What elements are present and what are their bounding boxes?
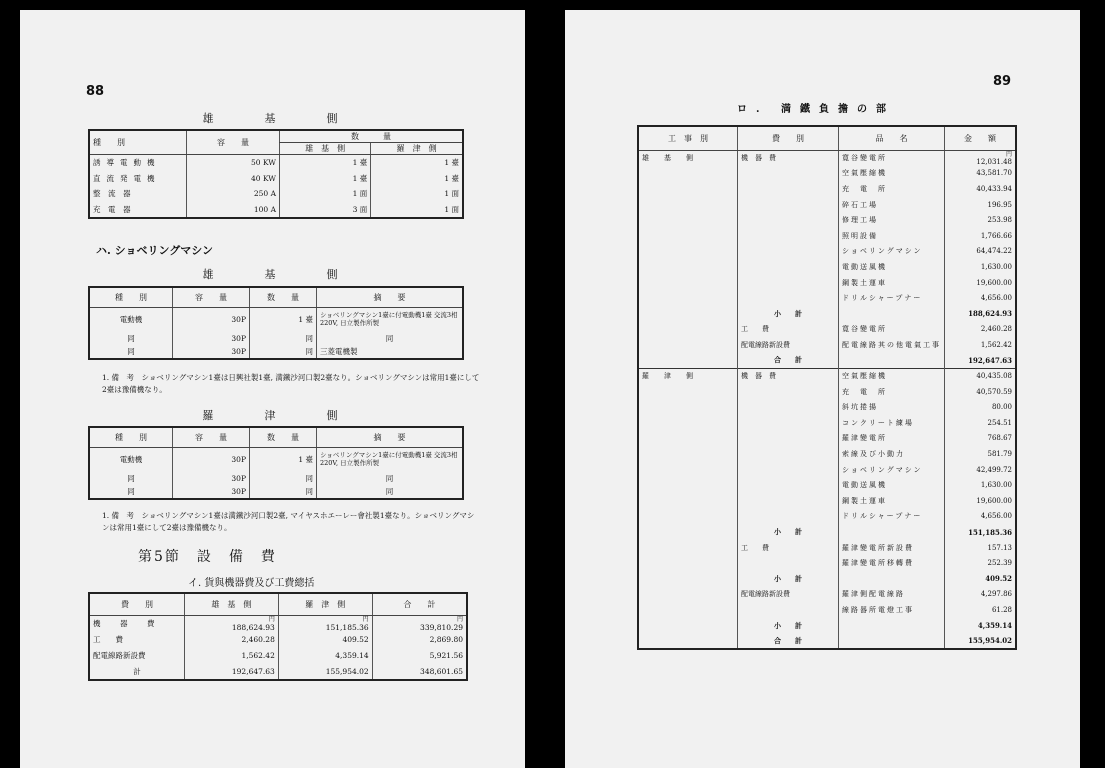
table-row: 工 費 2,460.28 409.52 2,869.80 <box>89 632 467 648</box>
note-2: 1. 備 考 ショベリングマシン1臺は満鐵沙河口製2臺, マイヤスホエーレー會社製1臺なり。ショベリングマシンは常用1臺にして2臺は豫備機なり。 <box>102 511 475 532</box>
table-row: 小 計 4,359.14 <box>638 618 1016 634</box>
table-row: 鋼製土運車 19,600.00 <box>638 493 1016 509</box>
table-row: ショベリングマシン 42,499.72 <box>638 462 1016 478</box>
right-page <box>565 10 1080 768</box>
table-row: 電動送風機 1,630.00 <box>638 477 1016 493</box>
page-number: 88 <box>86 84 105 99</box>
table-row: 配電線路新設費 1,562.42 4,359.14 5,921.56 <box>89 648 467 664</box>
table-row: ショベリングマシン 64,474.22 <box>638 244 1016 260</box>
mantetsu-cost-table: 工 事 別 費 別 品 名 金 額 雄 基 側 機 器 費 寛谷變電所 円 12,031.48 空氣壓縮機 43,581.70 充 電 所 40,433.94 碎石工場 196.95 修理工場 253.98 照明設備 1,766.66 ショベリングマシン 64,474.22 電動送風機 1,630.00 鋼製土運車 19,600.00 ドリルシャープナー 4,656.00 小 計 188,624.93 工 費 寛谷變電所 2,460.28 配電線路新設費 配電線路其の他電氣工事 1,562.42 合 計 192,647.63 羅 津 側 機 器 費 空氣壓縮機 40,435.08 充 電 所 40,570.59 斜坑捲揚 80.00 コンクリート練場 254.51 羅津變電所 768.67 索線及び小動力 581.79 ショベリングマシン 42,499.72 電動送風機 1,630.00 鋼製土運車 19,600.00 ドリルシャープナー 4,656.00 小 計 151,185.36 工 費 羅津變電所新設費 157.13 羅津變電所移轉費 252.39 小 計 409.52 配電線路新設費 羅津側配電線路 4,297.86 線路器所電燈工事 61.28 小 計 4,359.14 合 計 155,954.02 <box>637 125 1017 650</box>
shoveling-rashin-table: 種 別 容 量 数 量 摘 要 電動機 30P 1 臺 ショベリングマシン1臺に付電動機1臺 交流3相220V, 日立製作所製 同 30P 同 同 同 30P 同 同 <box>88 426 464 500</box>
note-1: 1. 備 考 ショベリングマシン1臺は日興社製1臺, 満鐵沙河口製2臺なり。ショベリングマシンは常用1臺にして2臺は豫備機なり。 <box>102 373 480 394</box>
table-row: 誘導電動機 50 KW 1 臺 1 臺 <box>89 155 463 171</box>
table-row: 配電線路新設費 羅津側配電線路 4,297.86 <box>638 587 1016 603</box>
table-row: 小 計 151,185.36 <box>638 524 1016 540</box>
table-row: 電動機 30P 1 臺 ショベリングマシン1臺に付電動機1臺 交流3相220V, 日立製作所製 <box>89 307 463 331</box>
table-row: 線路器所電燈工事 61.28 <box>638 602 1016 618</box>
table-row: 同 30P 同 同 <box>89 471 463 485</box>
table-row: 修理工場 253.98 <box>638 212 1016 228</box>
table-row: 充 電 所 40,433.94 <box>638 181 1016 197</box>
section-title-mantetsu: ロ. 満鐵負擔の部 <box>737 104 895 115</box>
table-row: 電動機 30P 1 臺 ショベリングマシン1臺に付電動機1臺 交流3相220V, 日立製作所製 <box>89 447 463 471</box>
table-row: 羅 津 側 機 器 費 空氣壓縮機 40,435.08 <box>638 368 1016 384</box>
table-row: 斜坑捲揚 80.00 <box>638 400 1016 416</box>
table-row: 碎石工場 196.95 <box>638 197 1016 213</box>
col-head-capacity: 容 量 <box>187 130 280 155</box>
table-row: 充 電 所 40,570.59 <box>638 384 1016 400</box>
table-row: 索線及び小動力 581.79 <box>638 446 1016 462</box>
table-row: 同 30P 同 三菱電機製 <box>89 345 463 359</box>
table-row: 合 計 155,954.02 <box>638 633 1016 649</box>
table-row: 機 器 費 円 188,624.93 円 151,185.36 円 339,810.29 <box>89 615 467 632</box>
table-row: ドリルシャープナー 4,656.00 <box>638 509 1016 525</box>
table-row: 照明設備 1,766.66 <box>638 228 1016 244</box>
section-header-yuki: 雄 基 側 <box>202 112 358 125</box>
table-row: 直流発電機 40 KW 1 臺 1 臺 <box>89 171 463 187</box>
table-row: ドリルシャープナー 4,656.00 <box>638 290 1016 306</box>
table-row: 充 電 器 100 A 3 面 1 面 <box>89 202 463 219</box>
section-header-yuki-2: 雄 基 側 <box>202 268 358 281</box>
table-row: 羅津變電所移轉費 252.39 <box>638 555 1016 571</box>
table-row: 鋼製土運車 19,600.00 <box>638 275 1016 291</box>
col-head-rashin: 羅 津 側 <box>371 143 463 155</box>
table-row: コンクリート練場 254.51 <box>638 415 1016 431</box>
col-head-quantity: 数 量 <box>280 130 464 143</box>
table-row: 配電線路新設費 配電線路其の他電氣工事 1,562.42 <box>638 337 1016 353</box>
shoveling-yuki-table: 種 別 容 量 数 量 摘 要 電動機 30P 1 臺 ショベリングマシン1臺に付電動機1臺 交流3相220V, 日立製作所製 同 30P 同 同 同 30P 同 三菱電機製 <box>88 286 464 360</box>
section-header-rashin: 羅 津 側 <box>202 409 358 422</box>
table-row-total: 計 192,647.63 155,954.02 348,601.65 <box>89 664 467 680</box>
section-5-heading: 第5節 設 備 費 <box>138 549 277 565</box>
table-row: 合 計 192,647.63 <box>638 353 1016 369</box>
table-row: 小 計 188,624.93 <box>638 306 1016 322</box>
table-row: 羅津變電所 768.67 <box>638 431 1016 447</box>
table-row: 同 30P 同 同 <box>89 331 463 345</box>
table-row: 整 流 器 250 A 1 面 1 面 <box>89 186 463 202</box>
page-number: 89 <box>993 74 1012 89</box>
section-title-shoveling: ハ. ショベリングマシン <box>96 244 213 257</box>
equipment-capacity-table <box>88 129 464 219</box>
table-row: 小 計 409.52 <box>638 571 1016 587</box>
table-row: 工 費 羅津變電所新設費 157.13 <box>638 540 1016 556</box>
col-head-yuki: 雄 基 側 <box>280 143 371 155</box>
left-page <box>20 10 525 768</box>
table-row: 空氣壓縮機 43,581.70 <box>638 166 1016 182</box>
table-row: 雄 基 側 機 器 費 寛谷變電所 円 12,031.48 <box>638 150 1016 166</box>
col-head-kind: 種 別 <box>89 130 187 155</box>
cost-summary-table: 費 別 雄 基 側 羅 津 側 合 計 機 器 費 円 188,624.93 円 151,185.36 円 339,810.29 工 費 2,460.28 409.52 2,869.80 配電線路新設費 1,562.42 4,359.14 5,921.56 計 192,647.63 155,954.02 348,601.65 <box>88 592 468 681</box>
section-i-heading: イ. 貨與機器費及び工費總括 <box>188 578 315 589</box>
table-row: 電動送風機 1,630.00 <box>638 259 1016 275</box>
table-row: 工 費 寛谷變電所 2,460.28 <box>638 322 1016 338</box>
table-row: 同 30P 同 同 <box>89 485 463 499</box>
